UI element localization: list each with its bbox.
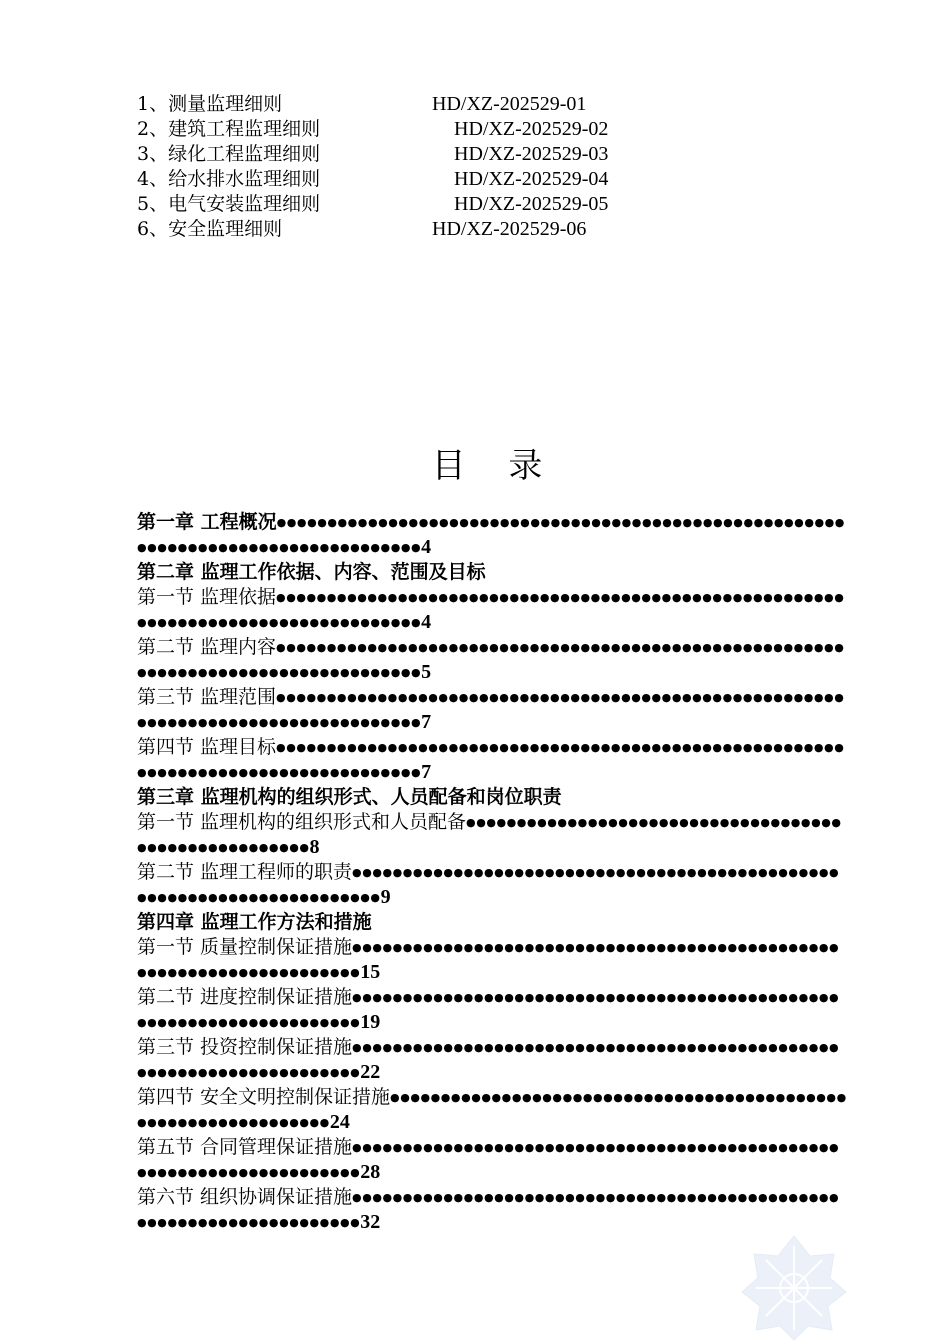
- list-item: [137, 167, 697, 192]
- toc-leader-dots: ●●●●●●●●●●●●●●●●●●●●●●●●●●●●●●●●●●●●●●●●●●●●●●●●●●●●●●●●●●●●●●●●●●●●●●●●●●●●●●●●●●●●: [137, 641, 845, 679]
- toc-leader-dots: ●●●●●●●●●●●●●●●●●●●●●●●●●●●●●●●●●●●●●●●●●●●●●●●●●●●●●●●●●●●●●●●●●●●●●●: [137, 941, 840, 979]
- toc-entry: [137, 1185, 849, 1235]
- list-item-name: 5、电气安装监理细则: [137, 193, 321, 215]
- table-of-contents: [137, 510, 849, 1235]
- list-item-code: HD/XZ-202529-05: [454, 193, 609, 215]
- toc-chapter-heading: 第二章 监理工作依据、内容、范围及目标: [137, 561, 486, 583]
- toc-page-number: 5: [421, 661, 432, 683]
- list-item: [137, 217, 697, 242]
- toc-entry: [137, 1085, 849, 1135]
- list-item-name: 3、绿化工程监理细则: [137, 143, 321, 165]
- supervision-rules-list: [137, 92, 697, 242]
- toc-page-number: 8: [309, 836, 320, 858]
- toc-page-number: 9: [380, 886, 391, 908]
- toc-page-number: 32: [360, 1211, 381, 1233]
- list-item: [137, 192, 697, 217]
- list-item-name: 4、给水排水监理细则: [137, 168, 321, 190]
- toc-entry-label: 第六节 组织协调保证措施: [137, 1186, 353, 1208]
- toc-entry-label: 第四节 安全文明控制保证措施: [137, 1086, 391, 1108]
- toc-leader-dots: ●●●●●●●●●●●●●●●●●●●●●●●●●●●●●●●●●●●●●●●●●●●●●●●●●●●●●●●●●●●●●●●●●●●●●●●●●●●●●●●●●●●●: [137, 516, 845, 554]
- toc-leader-dots: ●●●●●●●●●●●●●●●●●●●●●●●●●●●●●●●●●●●●●●●●●●●●●●●●●●●●●●●●●●●●●●●●●●●●●●: [137, 1141, 840, 1179]
- list-item-code: HD/XZ-202529-04: [454, 168, 609, 190]
- toc-page-number: 15: [360, 961, 381, 983]
- toc-entry-label: 第四节 监理目标: [137, 736, 277, 758]
- toc-entry-label: 第一节 监理机构的组织形式和人员配备: [137, 811, 467, 833]
- list-item-name: 2、建筑工程监理细则: [137, 118, 321, 140]
- toc-page-number: 28: [360, 1161, 381, 1183]
- toc-entry-label: 第三节 监理范围: [137, 686, 277, 708]
- toc-entry: [137, 860, 849, 910]
- toc-page-number: 4: [421, 536, 432, 558]
- toc-leader-dots: ●●●●●●●●●●●●●●●●●●●●●●●●●●●●●●●●●●●●●●●●●●●●●●●●●●●●●●●●●●●●●●●●●●●●●●●●●●●●●●●●●●●●: [137, 741, 845, 779]
- toc-title: 目 录: [431, 446, 559, 486]
- toc-leader-dots: ●●●●●●●●●●●●●●●●●●●●●●●●●●●●●●●●●●●●●●●●●●●●●●●●●●●●●●●●●●●●●●●●: [137, 1091, 847, 1129]
- toc-page-number: 24: [329, 1111, 350, 1133]
- toc-entry-label: 第三节 投资控制保证措施: [137, 1036, 353, 1058]
- list-item-code: HD/XZ-202529-01: [432, 93, 587, 115]
- toc-page-number: 7: [421, 761, 432, 783]
- toc-leader-dots: ●●●●●●●●●●●●●●●●●●●●●●●●●●●●●●●●●●●●●●●●●●●●●●●●●●●●●●●●●●●●●●●●●●●●●●●●●●●●●●●●●●●●: [137, 691, 845, 729]
- toc-entry-label: 第五节 合同管理保证措施: [137, 1136, 353, 1158]
- toc-entry: [137, 1035, 849, 1085]
- toc-leader-dots: ●●●●●●●●●●●●●●●●●●●●●●●●●●●●●●●●●●●●●●●●●●●●●●●●●●●●●●●●●●●●●●●●●●●●●●: [137, 1191, 840, 1229]
- toc-entry: [137, 1135, 849, 1185]
- list-item-name: 6、安全监理细则: [137, 218, 283, 240]
- toc-entry: [137, 510, 849, 560]
- toc-entry: [137, 985, 849, 1035]
- toc-leader-dots: ●●●●●●●●●●●●●●●●●●●●●●●●●●●●●●●●●●●●●●●●●●●●●●●●●●●●●●●●●●●●●●●●●●●●●●: [137, 1041, 840, 1079]
- toc-page-number: 19: [360, 1011, 381, 1033]
- list-item: [137, 142, 697, 167]
- list-item-code: HD/XZ-202529-02: [454, 118, 609, 140]
- toc-entry: [137, 685, 849, 735]
- toc-entry-label: 第二节 进度控制保证措施: [137, 986, 353, 1008]
- toc-entry: [137, 810, 849, 860]
- toc-entry: [137, 735, 849, 785]
- toc-chapter-heading: 第三章 监理机构的组织形式、人员配备和岗位职责: [137, 786, 562, 808]
- list-item-name: 1、测量监理细则: [137, 93, 283, 115]
- toc-page-number: 4: [421, 611, 432, 633]
- toc-entry: [137, 635, 849, 685]
- toc-leader-dots: ●●●●●●●●●●●●●●●●●●●●●●●●●●●●●●●●●●●●●●●●●●●●●●●●●●●●●●●●●●●●●●●●●●●●●●●●: [137, 866, 840, 904]
- toc-entry-label: 第二节 监理内容: [137, 636, 277, 658]
- toc-entry-label: 第一节 监理依据: [137, 586, 277, 608]
- toc-leader-dots: ●●●●●●●●●●●●●●●●●●●●●●●●●●●●●●●●●●●●●●●●●●●●●●●●●●●●●●●●●●●●●●●●●●●●●●: [137, 991, 840, 1029]
- snowflake-logo-icon: [738, 1232, 850, 1344]
- toc-page-number: 7: [421, 711, 432, 733]
- toc-entry: [137, 585, 849, 635]
- list-item: [137, 117, 697, 142]
- toc-entry-label: 第一章 工程概况: [137, 511, 277, 533]
- list-item: [137, 92, 697, 117]
- list-item-code: HD/XZ-202529-06: [432, 218, 587, 240]
- toc-page-number: 22: [360, 1061, 381, 1083]
- toc-entry-label: 第一节 质量控制保证措施: [137, 936, 353, 958]
- toc-entry: [137, 935, 849, 985]
- toc-leader-dots: ●●●●●●●●●●●●●●●●●●●●●●●●●●●●●●●●●●●●●●●●●●●●●●●●●●●●●●●●●●●●●●●●●●●●●●●●●●●●●●●●●●●●: [137, 591, 845, 629]
- toc-leader-dots: ●●●●●●●●●●●●●●●●●●●●●●●●●●●●●●●●●●●●●●●●●●●●●●●●●●●●●●: [137, 816, 842, 854]
- list-item-code: HD/XZ-202529-03: [454, 143, 609, 165]
- toc-entry-label: 第二节 监理工程师的职责: [137, 861, 353, 883]
- toc-chapter-heading: 第四章 监理工作方法和措施: [137, 911, 372, 933]
